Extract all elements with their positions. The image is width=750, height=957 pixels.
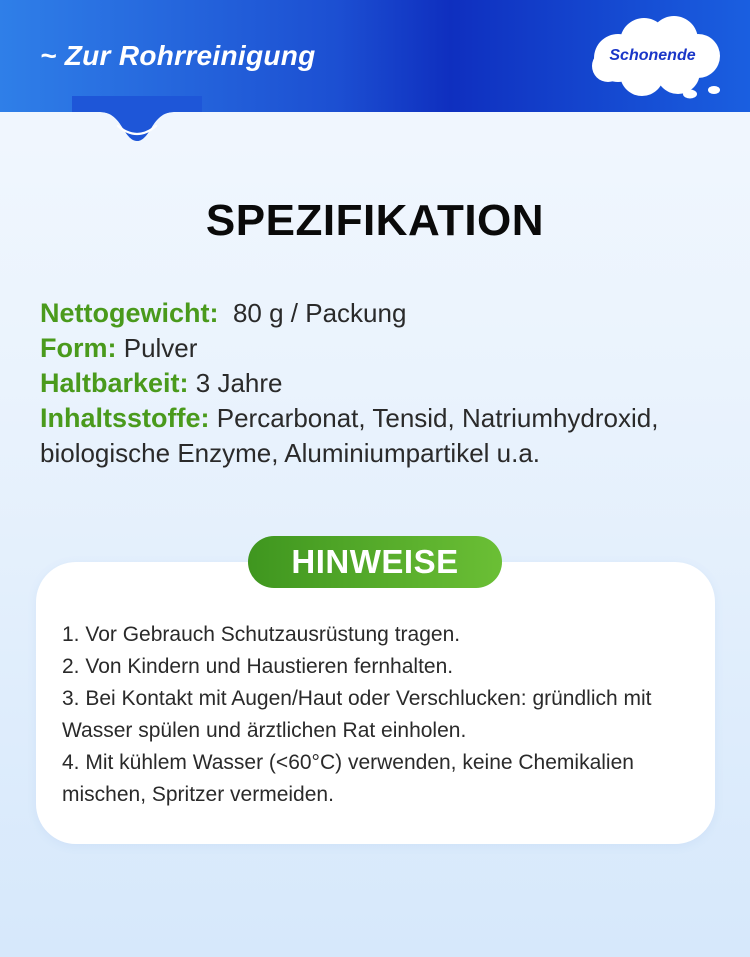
- spec-value: Percarbonat, Tensid, Natriumhydroxid, biologische Enzyme, Aluminiumpartikel u.a.: [40, 403, 659, 468]
- spec-value: 80 g / Packung: [218, 298, 407, 328]
- spec-key: Form:: [40, 333, 117, 363]
- spec-row-shelf-life: [40, 366, 730, 401]
- list-item: 1. Vor Gebrauch Schutzausrüstung tragen.: [62, 623, 461, 646]
- header-title: ~ Zur Rohrreinigung: [40, 40, 316, 71]
- spec-row-ingredients: [40, 401, 730, 471]
- spec-title: SPEZIFIKATION: [205, 196, 545, 245]
- notice-list: [62, 619, 702, 811]
- list-item: 2. Von Kindern und Haustieren fernhalten.: [62, 655, 454, 678]
- spec-row-weight: [40, 296, 730, 331]
- spec-list: [40, 296, 730, 471]
- spec-value: 3 Jahre: [188, 368, 283, 398]
- notice-title-pill: HINWEISE: [248, 536, 502, 588]
- spec-key: Nettogewicht:: [40, 298, 219, 328]
- spec-key: Haltbarkeit:: [40, 368, 189, 398]
- list-item: 3. Bei Kontakt mit Augen/Haut oder Verschlucken: gründlich mit Wasser spülen und ärztlichen Rat einholen.: [62, 687, 652, 742]
- badge-label: Schonende: [609, 47, 696, 64]
- list-item: 4. Mit kühlem Wasser (<60°C) verwenden, keine Chemikalien mischen, Spritzer vermeiden.: [62, 751, 634, 806]
- spec-value: Pulver: [116, 333, 198, 363]
- spec-key: Inhaltsstoffe:: [40, 403, 210, 433]
- tab-tongue-icon: [72, 96, 202, 156]
- spec-row-form: [40, 331, 730, 366]
